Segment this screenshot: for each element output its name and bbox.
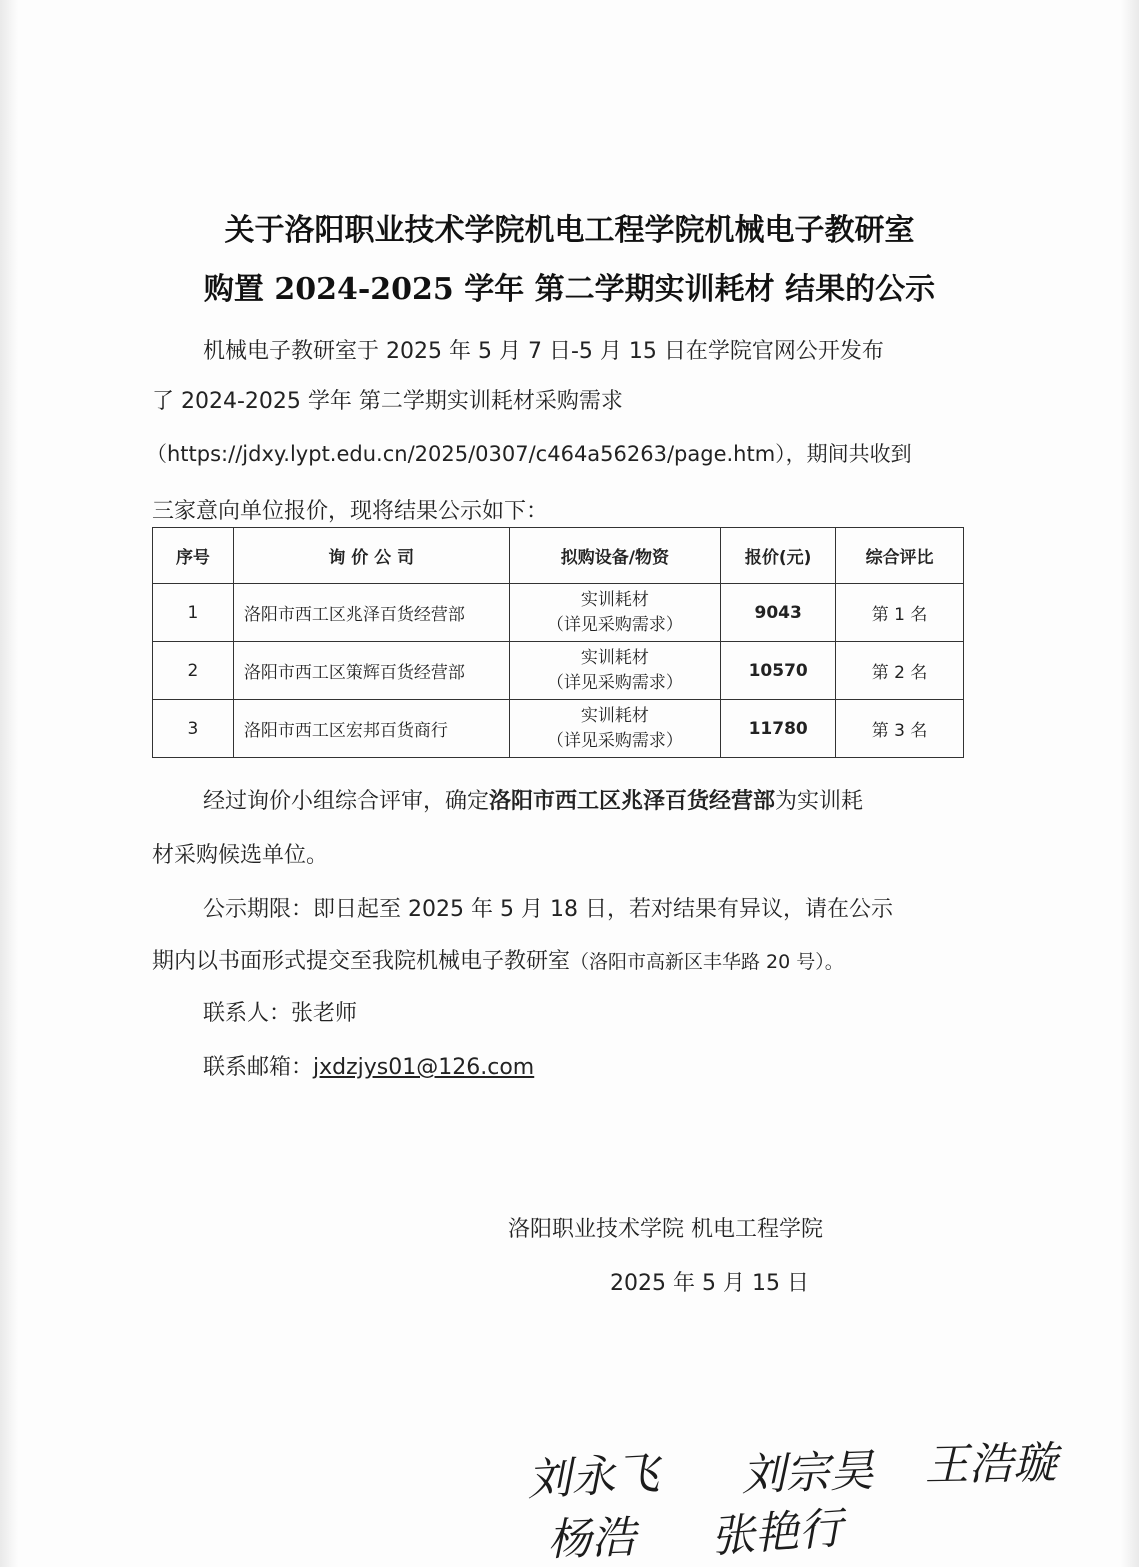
cell-item-name: 实训耗材 [580,589,649,610]
notice-line-2-main: 期内以书面形式提交至我院机械电子教研室 [152,949,571,974]
intro-line-2: 了 2024-2025 学年 第二学期实训耗材采购需求 [152,389,623,414]
cell-no: 3 [153,700,234,758]
intro-line-1: 机械电子教研室于 2025 年 5 月 7 日-5 月 15 日在学院官网公开发布 [203,339,884,364]
cell-item-name: 实训耗材 [580,647,649,668]
intro-line-4: 三家意向单位报价，现将结果公示如下： [152,499,549,524]
footer-date: 2025 年 5 月 15 日 [610,1271,809,1296]
contact-person-name: 张老师 [291,1001,358,1026]
cell-item-note: （详见采购需求） [546,730,683,751]
cell-price: 9043 [721,584,836,642]
cell-no: 2 [153,642,234,700]
conclusion-winner: 洛阳市西工区兆泽百货经营部 [489,789,776,814]
conclusion-prefix: 经过询价小组综合评审，确定 [203,789,490,814]
document-title-line-1: 关于洛阳职业技术学院机电工程学院机械电子教研室 [224,213,915,248]
notice-address: （洛阳市高新区丰华路 20 号）。 [570,951,844,973]
header-price: 报价(元) [721,528,836,584]
cell-rank: 第 2 名 [836,642,964,700]
notice-line-1: 公示期限：即日起至 2025 年 5 月 18 日，若对结果有异议，请在公示 [203,897,893,922]
header-company: 询 价 公 司 [233,528,509,584]
cell-rank: 第 3 名 [836,700,964,758]
cell-item-name: 实训耗材 [580,705,649,726]
header-no: 序号 [153,528,234,584]
conclusion-line-2: 材采购候选单位。 [152,843,329,868]
footer-organization: 洛阳职业技术学院 机电工程学院 [508,1217,823,1242]
contact-email-link[interactable]: jxdzjys01@126.com [313,1055,535,1080]
cell-rank: 第 1 名 [836,584,964,642]
signature-4: 杨浩 [546,1511,637,1566]
document-title-line-2: 购置 2024-2025 学年 第二学期实训耗材 结果的公示 [203,272,936,307]
intro-line-3-url: （https://jdxy.lypt.edu.cn/2025/0307/c464a56263/page.htm），期间共收到 [146,442,912,466]
cell-company: 洛阳市西工区宏邦百货商行 [233,700,509,758]
cell-price: 11780 [721,700,836,758]
signature-3: 王浩璇 [924,1437,1058,1491]
signature-1: 刘永飞 [525,1448,661,1506]
conclusion-suffix: 为实训耗 [775,789,864,814]
signature-2: 刘宗昊 [740,1445,875,1501]
contact-email-label: 联系邮箱： [203,1055,314,1080]
cell-company: 洛阳市西工区兆泽百货经营部 [233,584,509,642]
signature-5: 张艳行 [709,1502,845,1563]
header-rank: 综合评比 [836,528,964,584]
cell-price: 10570 [721,642,836,700]
header-item: 拟购设备/物资 [509,528,721,584]
cell-item-note: （详见采购需求） [546,672,683,693]
cell-item-note: （详见采购需求） [546,614,683,635]
contact-person-label: 联系人： [203,1001,292,1026]
cell-no: 1 [153,584,234,642]
cell-company: 洛阳市西工区策辉百货经营部 [233,642,509,700]
